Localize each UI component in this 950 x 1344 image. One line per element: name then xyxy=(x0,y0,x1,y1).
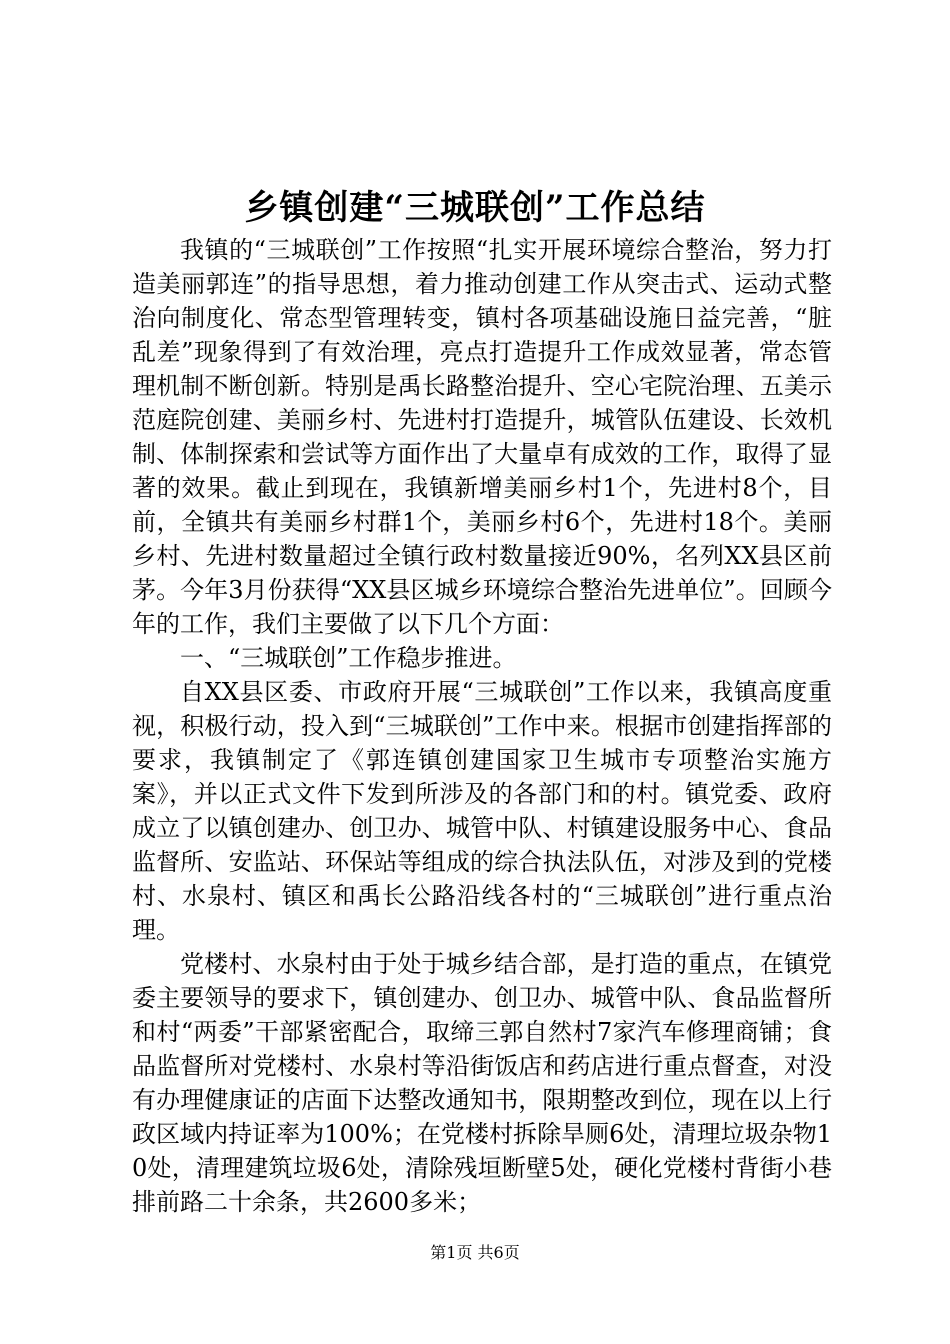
document-body xyxy=(132,233,832,1219)
page-number-footer: 第1页 共6页 xyxy=(430,1243,520,1262)
section-heading-1: 一、“三城联创”工作稳步推进。 xyxy=(180,644,517,672)
paragraph-danglou: 党楼村、水泉村由于处于城乡结合部，是打造的重点，在镇党委主要领导的要求下，镇创建办、创卫办、城管中队、食品监督所和村“两委”干部紧密配合，取缔三郭自然村7家汽车修理商铺；食品监督所对党楼村、水泉村等沿街饭店和药店进行重点督查，对没有办理健康证的店面下达整改通知书，限期整改到位，现在以上行政区域内持证率为100%；在党楼村拆除旱厕6处，清理垃圾杂物10处，清理建筑垃圾6处，清除残垣断壁5处，硬化党楼村背街小巷排前路二十余条，共2600多米； xyxy=(132,950,832,1216)
paragraph-section-1: 自XX县区委、市政府开展“三城联创”工作以来，我镇高度重视，积极行动，投入到“三城联创”工作中来。根据市创建指挥部的要求，我镇制定了《郭连镇创建国家卫生城市专项整治实施方案》，并以正式文件下发到所涉及的各部门和的村。镇党委、政府成立了以镇创建办、创卫办、城管中队、村镇建设服务中心、食品监督所、安监站、环保站等组成的综合执法队伍，对涉及到的党楼村、水泉村、镇区和禹长公路沿线各村的“三城联创”进行重点治理。 xyxy=(132,678,832,944)
paragraph-intro: 我镇的“三城联创”工作按照“扎实开展环境综合整治，努力打造美丽郭连”的指导思想，着力推动创建工作从突击式、运动式整治向制度化、常态型管理转变，镇村各项基础设施日益完善，“脏乱差”现象得到了有效治理，亮点打造提升工作成效显著，常态管理机制不断创新。特别是禹长路整治提升、空心宅院治理、五美示范庭院创建、美丽乡村、先进村打造提升，城管队伍建设、长效机制、体制探索和尝试等方面作出了大量卓有成效的工作，取得了显著的效果。截止到现在，我镇新增美丽乡村1个，先进村8个，目前，全镇共有美丽乡村群1个，美丽乡村6个，先进村18个。美丽乡村、先进村数量超过全镇行政村数量接近90%，名列XX县区前茅。今年3月份获得“XX县区城乡环境综合整治先进单位”。回顾今年的工作，我们主要做了以下几个方面： xyxy=(132,236,832,638)
document-title: 乡镇创建“三城联创”工作总结 xyxy=(244,188,706,228)
